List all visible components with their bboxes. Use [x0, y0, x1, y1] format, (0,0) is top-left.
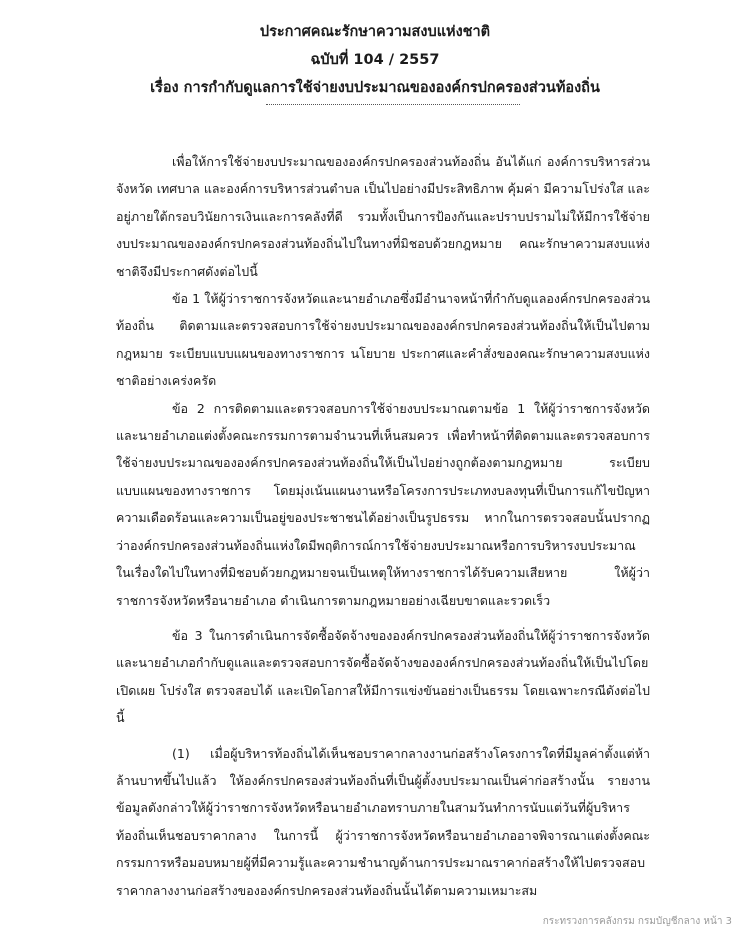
dotted-divider	[266, 104, 520, 105]
clause-3-item-1-paragraph: (1) เมื่อผู้บริหารท้องถิ่นได้เห็นชอบราคากลางงานก่อสร้างโครงการใดที่มีมูลค่าตั้งแต่ห้าล้านบาทขึ้นไปแล้ว ให้องค์กรปกครองส่วนท้องถิ่นที่เป็นผู้ตั้งงบประมาณเป็นค่าก่อสร้างนั้น รายงานข้อมูลดังกล่าวให้ผู้ว่าราชการจังหวัดหรือนายอำเภอทราบภายในสามวันทำการนับแต่วันที่ผู้บริหารท้องถิ่นเห็นชอบราคากลาง ในการนี้ ผู้ว่าราชการจังหวัดหรือนายอำเภออาจพิจารณาแต่งตั้งคณะกรรมการหรือมอบหมายผู้ที่มีความรู้และความชำนาญด้านการประมาณราคาก่อสร้างให้ไปตรวจสอบราคากลางงานก่อสร้างขององค์กรปกครองส่วนท้องถิ่นนั้นได้ตามความเหมาะสม	[116, 745, 650, 898]
announcement-title: ประกาศคณะรักษาความสงบแห่งชาติ	[259, 24, 491, 40]
preamble-paragraph: เพื่อให้การใช้จ่ายงบประมาณขององค์กรปกครองส่วนท้องถิ่น อันได้แก่ องค์การบริหารส่วนจังหวัด เทศบาล และองค์การบริหารส่วนตำบล เป็นไปอย่างมีประสิทธิภาพ คุ้มค่า มีความโปร่งใส และอยู่ภายใต้กรอบวินัยการเงินและการคลังที่ดี รวมทั้งเป็นการป้องกันและปราบปรามไม่ให้มีการใช้จ่ายงบประมาณขององค์กรปกครองส่วนท้องถิ่นไปในทางที่มิชอบด้วยกฎหมาย คณะรักษาความสงบแห่งชาติจึงมีประกาศดังต่อไปนี้	[116, 154, 650, 279]
clause-3-paragraph: ข้อ 3 ในการดำเนินการจัดซื้อจัดจ้างขององค์กรปกครองส่วนท้องถิ่นให้ผู้ว่าราชการจังหวัดและนายอำเภอกำกับดูแลและตรวจสอบการจัดซื้อจัดจ้างขององค์กรปกครองส่วนท้องถิ่นให้เป็นไปโดยเปิดเผย โปร่งใส ตรวจสอบได้ และเปิดโอกาสให้มีการแข่งขันอย่างเป็นธรรม โดยเฉพาะกรณีดังต่อไปนี้	[116, 627, 650, 726]
document-body	[116, 148, 650, 904]
announcement-subject: เรื่อง การกำกับดูแลการใช้จ่ายงบประมาณขององค์กรปกครองส่วนท้องถิ่น	[150, 80, 600, 96]
clause-1-paragraph: ข้อ 1 ให้ผู้ว่าราชการจังหวัดและนายอำเภอซึ่งมีอำนาจหน้าที่กำกับดูแลองค์กรปกครองส่วนท้องถิ่น ติดตามและตรวจสอบการใช้จ่ายงบประมาณขององค์กรปกครองส่วนท้องถิ่นให้เป็นไปตามกฎหมาย ระเบียบแบบแผนของทางราชการ นโยบาย ประกาศและคำสั่งของคณะรักษาความสงบแห่งชาติอย่างเคร่งครัด	[116, 291, 650, 389]
clause-2-paragraph: ข้อ 2 การติดตามและตรวจสอบการใช้จ่ายงบประมาณตามข้อ 1 ให้ผู้ว่าราชการจังหวัดและนายอำเภอแต่งตั้งคณะกรรมการตามจำนวนที่เห็นสมควร เพื่อทำหน้าที่ติดตามและตรวจสอบการใช้จ่ายงบประมาณขององค์กรปกครองส่วนท้องถิ่นให้เป็นไปอย่างถูกต้องตามกฎหมาย ระเบียบแบบแผนของทางราชการ โดยมุ่งเน้นแผนงานหรือโครงการประเภทงบลงทุนที่เป็นการแก้ไขปัญหาความเดือดร้อนและความเป็นอยู่ของประชาชนได้อย่างเป็นรูปธรรม หากในการตรวจสอบนั้นปรากฏว่าองค์กรปกครองส่วนท้องถิ่นแห่งใดมีพฤติการณ์การใช้จ่ายงบประมาณหรือการบริหารงบประมาณในเรื่องใดไปในทางที่มิชอบด้วยกฎหมายจนเป็นเหตุให้ทางราชการได้รับความเสียหาย ให้ผู้ว่าราชการจังหวัดหรือนายอำเภอ ดำเนินการตามกฎหมายอย่างเฉียบขาดและรวดเร็ว	[116, 400, 650, 608]
announcement-number: ฉบับที่ 104 / 2557	[310, 52, 440, 68]
page-footer: กระทรวงการคลังกรม กรมบัญชีกลาง หน้า 3	[542, 916, 732, 927]
